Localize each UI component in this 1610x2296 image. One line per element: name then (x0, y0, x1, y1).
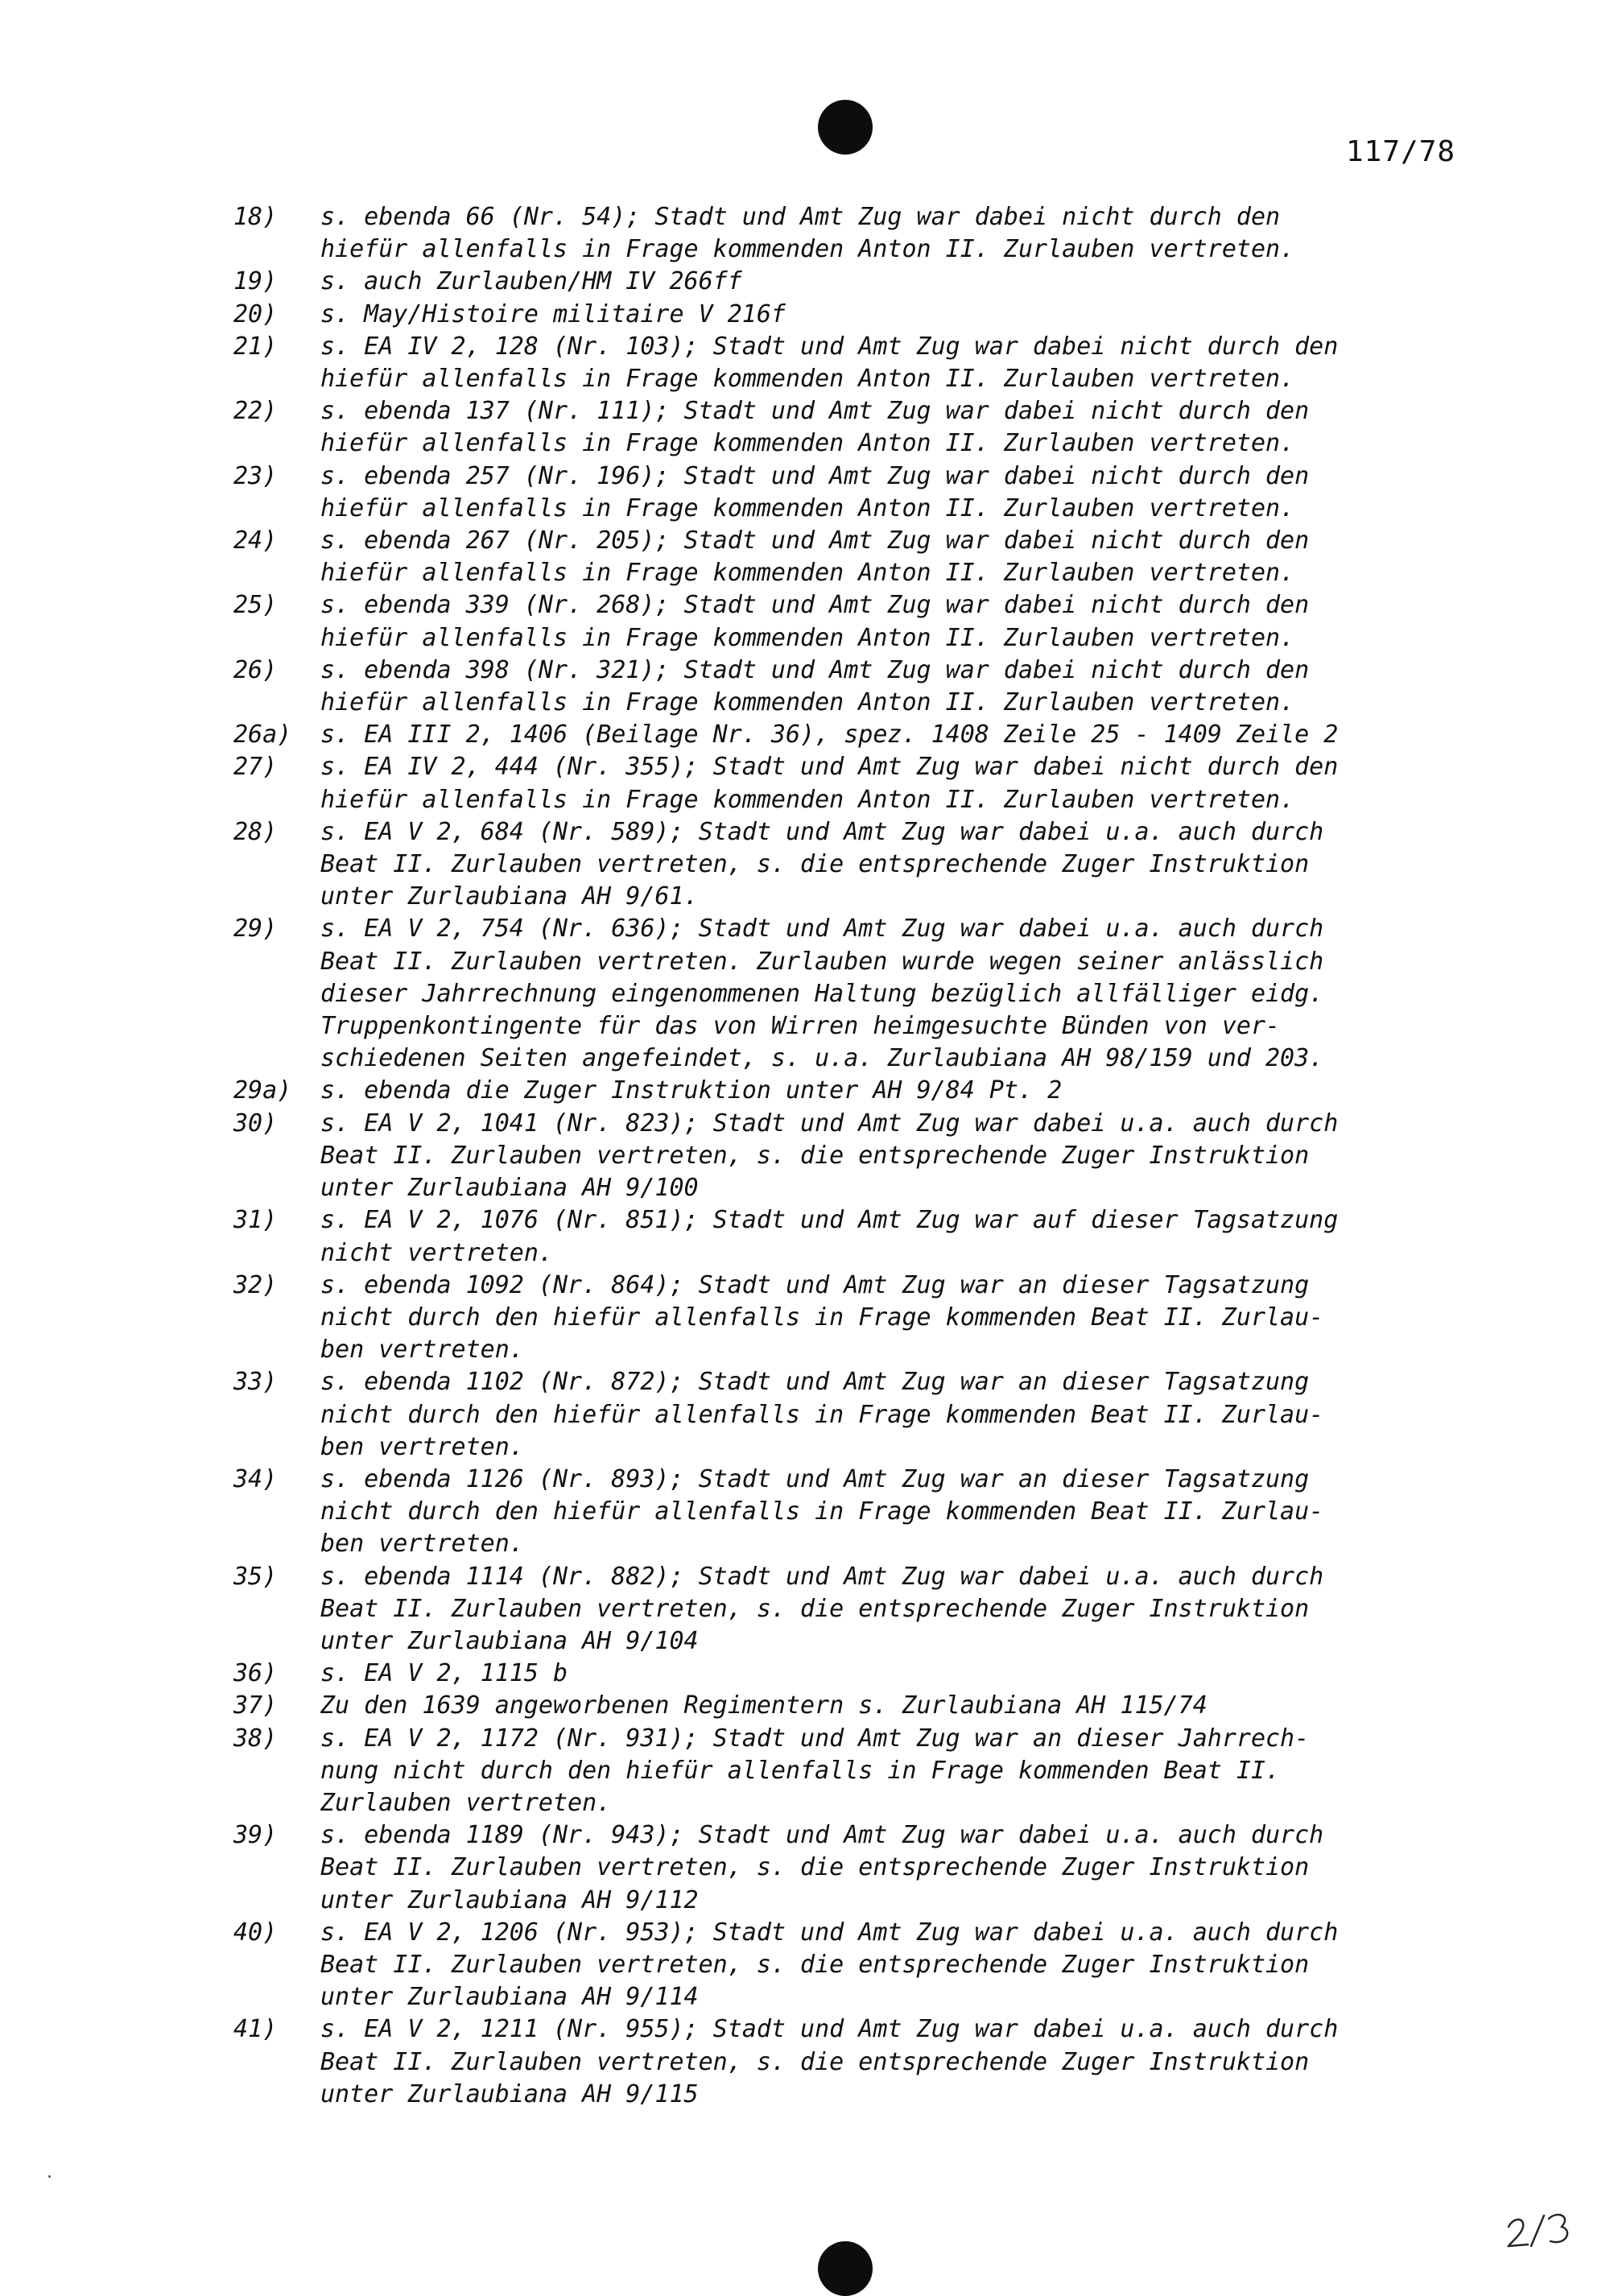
footnote-number: 26) (233, 655, 278, 684)
footnote-line: hiefür allenfalls in Frage kommenden Anton II. Zurlauben vertreten. (320, 235, 1295, 264)
footnote-line: s. ebenda 398 (Nr. 321); Stadt und Amt Zug war dabei nicht durch den (320, 655, 1310, 684)
punch-hole-bottom (818, 2241, 873, 2296)
footnote-line: nicht durch den hiefür allenfalls in Frage kommenden Beat II. Zurlau- (320, 1497, 1324, 1526)
footnote-entry (233, 1917, 1473, 2014)
footnote-entry (233, 2013, 1473, 2111)
footnote-line: s. EA V 2, 1211 (Nr. 955); Stadt und Amt Zug war dabei u.a. auch durch (320, 2015, 1339, 2044)
footnote-line: s. EA V 2, 754 (Nr. 636); Stadt und Amt Zug war dabei u.a. auch durch (320, 915, 1324, 944)
footnote-text (320, 2013, 1473, 2111)
footnote-number: 34) (233, 1464, 278, 1493)
footnote-entry (233, 460, 1473, 525)
footnote-line: s. ebenda 339 (Nr. 268); Stadt und Amt Zug war dabei nicht durch den (320, 591, 1310, 620)
footnote-text (320, 1723, 1473, 1820)
footnote-entry (233, 1108, 1473, 1205)
footnote-text (320, 266, 1473, 298)
footnote-number: 24) (233, 527, 278, 555)
footnote-entry (233, 589, 1473, 654)
footnote-line: unter Zurlaubiana AH 9/114 (320, 1983, 699, 2012)
footnote-entry (233, 1204, 1473, 1269)
footnote-number: 37) (233, 1691, 278, 1720)
footnote-number: 31) (233, 1206, 278, 1235)
punch-hole-top (818, 100, 873, 155)
footnote-line: Beat II. Zurlauben vertreten, s. die entsprechende Zuger Instruktion (320, 1594, 1310, 1623)
footnote-line: ben vertreten. (320, 1530, 524, 1559)
footnote-text (320, 1464, 1473, 1561)
footnote-line: hiefür allenfalls in Frage kommenden Anton II. Zurlauben vertreten. (320, 688, 1295, 717)
footnote-text (320, 1658, 1473, 1690)
footnote-line: s. ebenda die Zuger Instruktion unter AH 9/84 Pt. 2 (320, 1076, 1063, 1105)
footnote-number: 35) (233, 1562, 278, 1591)
footnote-line: unter Zurlaubiana AH 9/104 (320, 1626, 699, 1655)
footnote-number: 20) (233, 299, 278, 328)
footnote-number: 19) (233, 267, 278, 296)
footnote-entry (233, 331, 1473, 395)
footnote-number: 25) (233, 591, 278, 620)
footnote-line: dieser Jahrrechnung eingenommenen Haltung bezüglich allfälliger eidg. (320, 979, 1324, 1008)
footnote-line: Beat II. Zurlauben vertreten, s. die entsprechende Zuger Instruktion (320, 2047, 1310, 2076)
footnote-number: 33) (233, 1368, 278, 1397)
footnote-entry (233, 1819, 1473, 1917)
footnote-line: nicht vertreten. (320, 1238, 553, 1267)
footnote-line: s. EA V 2, 1076 (Nr. 851); Stadt und Amt Zug war auf dieser Tagsatzung (320, 1206, 1339, 1235)
footnote-line: Beat II. Zurlauben vertreten. Zurlauben wurde wegen seiner anlässlich (320, 947, 1324, 976)
footnote-line: Zu den 1639 angeworbenen Regimentern s. Zurlaubiana AH 115/74 (320, 1691, 1208, 1720)
footnote-entry (233, 1075, 1473, 1107)
footnote-text (320, 331, 1473, 395)
footnote-entry (233, 1690, 1473, 1722)
footnote-number: 27) (233, 753, 278, 782)
footnote-entry (233, 1464, 1473, 1561)
footnote-line: Beat II. Zurlauben vertreten, s. die entsprechende Zuger Instruktion (320, 1853, 1310, 1882)
footnote-entry (233, 1366, 1473, 1464)
footnote-line: hiefür allenfalls in Frage kommenden Anton II. Zurlauben vertreten. (320, 785, 1295, 814)
page-number: 117/78 (1346, 135, 1456, 168)
footnote-line: s. ebenda 267 (Nr. 205); Stadt und Amt Zug war dabei nicht durch den (320, 527, 1310, 555)
footnote-text (320, 913, 1473, 1075)
footnote-line: unter Zurlaubiana AH 9/61. (320, 882, 699, 911)
footnote-line: s. EA V 2, 1206 (Nr. 953); Stadt und Amt Zug war dabei u.a. auch durch (320, 1918, 1339, 1947)
footnote-line: s. auch Zurlauben/HM IV 266ff (320, 267, 742, 296)
footnote-line: s. ebenda 1114 (Nr. 882); Stadt und Amt Zug war dabei u.a. auch durch (320, 1562, 1324, 1591)
footnote-number: 29) (233, 915, 278, 944)
footnote-text (320, 1204, 1473, 1269)
footnote-line: s. ebenda 1126 (Nr. 893); Stadt und Amt Zug war an dieser Tagsatzung (320, 1464, 1310, 1493)
footnote-text (320, 1917, 1473, 2014)
footnote-text (320, 1690, 1473, 1722)
footnote-number: 29a) (233, 1076, 292, 1105)
footnote-entry (233, 266, 1473, 298)
footnote-number: 18) (233, 203, 278, 231)
footnote-line: hiefür allenfalls in Frage kommenden Anton II. Zurlauben vertreten. (320, 365, 1295, 394)
footnote-line: hiefür allenfalls in Frage kommenden Anton II. Zurlauben vertreten. (320, 493, 1295, 522)
footnote-entry (233, 816, 1473, 914)
footnote-entry (233, 655, 1473, 719)
footnote-number: 30) (233, 1109, 278, 1138)
footnote-entry (233, 1723, 1473, 1820)
footnote-line: ben vertreten. (320, 1336, 524, 1365)
footnote-line: Zurlauben vertreten. (320, 1788, 612, 1817)
footnote-entry (233, 201, 1473, 266)
footnote-text (320, 1270, 1473, 1367)
footnote-number: 39) (233, 1821, 278, 1850)
footnote-line: hiefür allenfalls in Frage kommenden Anton II. Zurlauben vertreten. (320, 429, 1295, 458)
footnote-line: s. ebenda 1189 (Nr. 943); Stadt und Amt Zug war dabei u.a. auch durch (320, 1821, 1324, 1850)
footnote-number: 23) (233, 461, 278, 490)
footnote-line: schiedenen Seiten angefeindet, s. u.a. Zurlaubiana AH 98/159 und 203. (320, 1044, 1324, 1073)
footnote-text (320, 299, 1473, 331)
footnote-line: s. ebenda 137 (Nr. 111); Stadt und Amt Zug war dabei nicht durch den (320, 397, 1310, 426)
footnote-text (320, 201, 1473, 266)
footnote-number: 28) (233, 817, 278, 846)
footnote-line: Beat II. Zurlauben vertreten, s. die entsprechende Zuger Instruktion (320, 850, 1310, 879)
footnote-number: 32) (233, 1270, 278, 1299)
footnote-entry (233, 299, 1473, 331)
footnote-text (320, 719, 1473, 751)
paper-speck (48, 2175, 51, 2178)
footnote-line: s. May/Histoire militaire V 216f (320, 299, 786, 328)
footnote-line: s. EA V 2, 1115 b (320, 1659, 568, 1688)
footnote-number: 38) (233, 1724, 278, 1753)
footnote-line: hiefür allenfalls in Frage kommenden Anton II. Zurlauben vertreten. (320, 623, 1295, 652)
footnote-text (320, 395, 1473, 460)
footnote-line: Truppenkontingente für das von Wirren heimgesuchte Bünden von ver- (320, 1012, 1281, 1041)
footnote-text (320, 1561, 1473, 1658)
footnote-text (320, 655, 1473, 719)
footnote-line: s. EA III 2, 1406 (Beilage Nr. 36), spez. 1408 Zeile 25 - 1409 Zeile 2 (320, 721, 1339, 750)
footnote-line: nung nicht durch den hiefür allenfalls in Frage kommenden Beat II. (320, 1756, 1281, 1785)
footnote-text (320, 460, 1473, 525)
footnote-number: 26a) (233, 721, 292, 750)
footnote-text (320, 751, 1473, 816)
handwritten-mark (1504, 2203, 1576, 2251)
footnote-line: ben vertreten. (320, 1432, 524, 1461)
footnote-number: 41) (233, 2015, 278, 2044)
footnote-text (320, 525, 1473, 589)
footnote-entry (233, 1658, 1473, 1690)
footnote-line: s. EA V 2, 1041 (Nr. 823); Stadt und Amt Zug war dabei u.a. auch durch (320, 1109, 1339, 1138)
footnote-line: hiefür allenfalls in Frage kommenden Anton II. Zurlauben vertreten. (320, 559, 1295, 588)
footnote-text (320, 1366, 1473, 1464)
footnote-number: 36) (233, 1659, 278, 1688)
footnote-line: s. EA V 2, 1172 (Nr. 931); Stadt und Amt Zug war an dieser Jahrrech- (320, 1724, 1310, 1753)
footnote-line: unter Zurlaubiana AH 9/112 (320, 1885, 699, 1914)
footnote-line: s. ebenda 257 (Nr. 196); Stadt und Amt Zug war dabei nicht durch den (320, 461, 1310, 490)
footnote-line: s. EA V 2, 684 (Nr. 589); Stadt und Amt Zug war dabei u.a. auch durch (320, 817, 1324, 846)
footnote-line: s. EA IV 2, 444 (Nr. 355); Stadt und Amt Zug war dabei nicht durch den (320, 753, 1339, 782)
footnote-line: s. ebenda 1102 (Nr. 872); Stadt und Amt Zug war an dieser Tagsatzung (320, 1368, 1310, 1397)
footnote-line: nicht durch den hiefür allenfalls in Frage kommenden Beat II. Zurlau- (320, 1303, 1324, 1332)
footnote-text (320, 589, 1473, 654)
footnote-entry (233, 395, 1473, 460)
footnote-line: Beat II. Zurlauben vertreten, s. die entsprechende Zuger Instruktion (320, 1950, 1310, 1979)
footnote-line: nicht durch den hiefür allenfalls in Frage kommenden Beat II. Zurlau- (320, 1400, 1324, 1429)
footnote-text (320, 1108, 1473, 1205)
footnote-entry (233, 1270, 1473, 1367)
footnote-number: 21) (233, 332, 278, 361)
footnote-line: s. EA IV 2, 128 (Nr. 103); Stadt und Amt Zug war dabei nicht durch den (320, 332, 1339, 361)
footnote-entry (233, 525, 1473, 589)
footnote-entry (233, 751, 1473, 816)
footnote-line: s. ebenda 1092 (Nr. 864); Stadt und Amt Zug war an dieser Tagsatzung (320, 1270, 1310, 1299)
footnote-entry (233, 913, 1473, 1075)
footnote-line: Beat II. Zurlauben vertreten, s. die entsprechende Zuger Instruktion (320, 1141, 1310, 1170)
footnote-entry (233, 1561, 1473, 1658)
footnote-entry (233, 719, 1473, 751)
footnote-line: s. ebenda 66 (Nr. 54); Stadt und Amt Zug war dabei nicht durch den (320, 203, 1281, 231)
footnote-line: unter Zurlaubiana AH 9/115 (320, 2079, 699, 2108)
footnote-text (320, 1075, 1473, 1107)
footnotes-list (233, 201, 1473, 2111)
footnote-number: 40) (233, 1918, 278, 1947)
footnote-number: 22) (233, 397, 278, 426)
footnote-line: unter Zurlaubiana AH 9/100 (320, 1174, 699, 1203)
footnote-text (320, 816, 1473, 914)
footnote-text (320, 1819, 1473, 1917)
